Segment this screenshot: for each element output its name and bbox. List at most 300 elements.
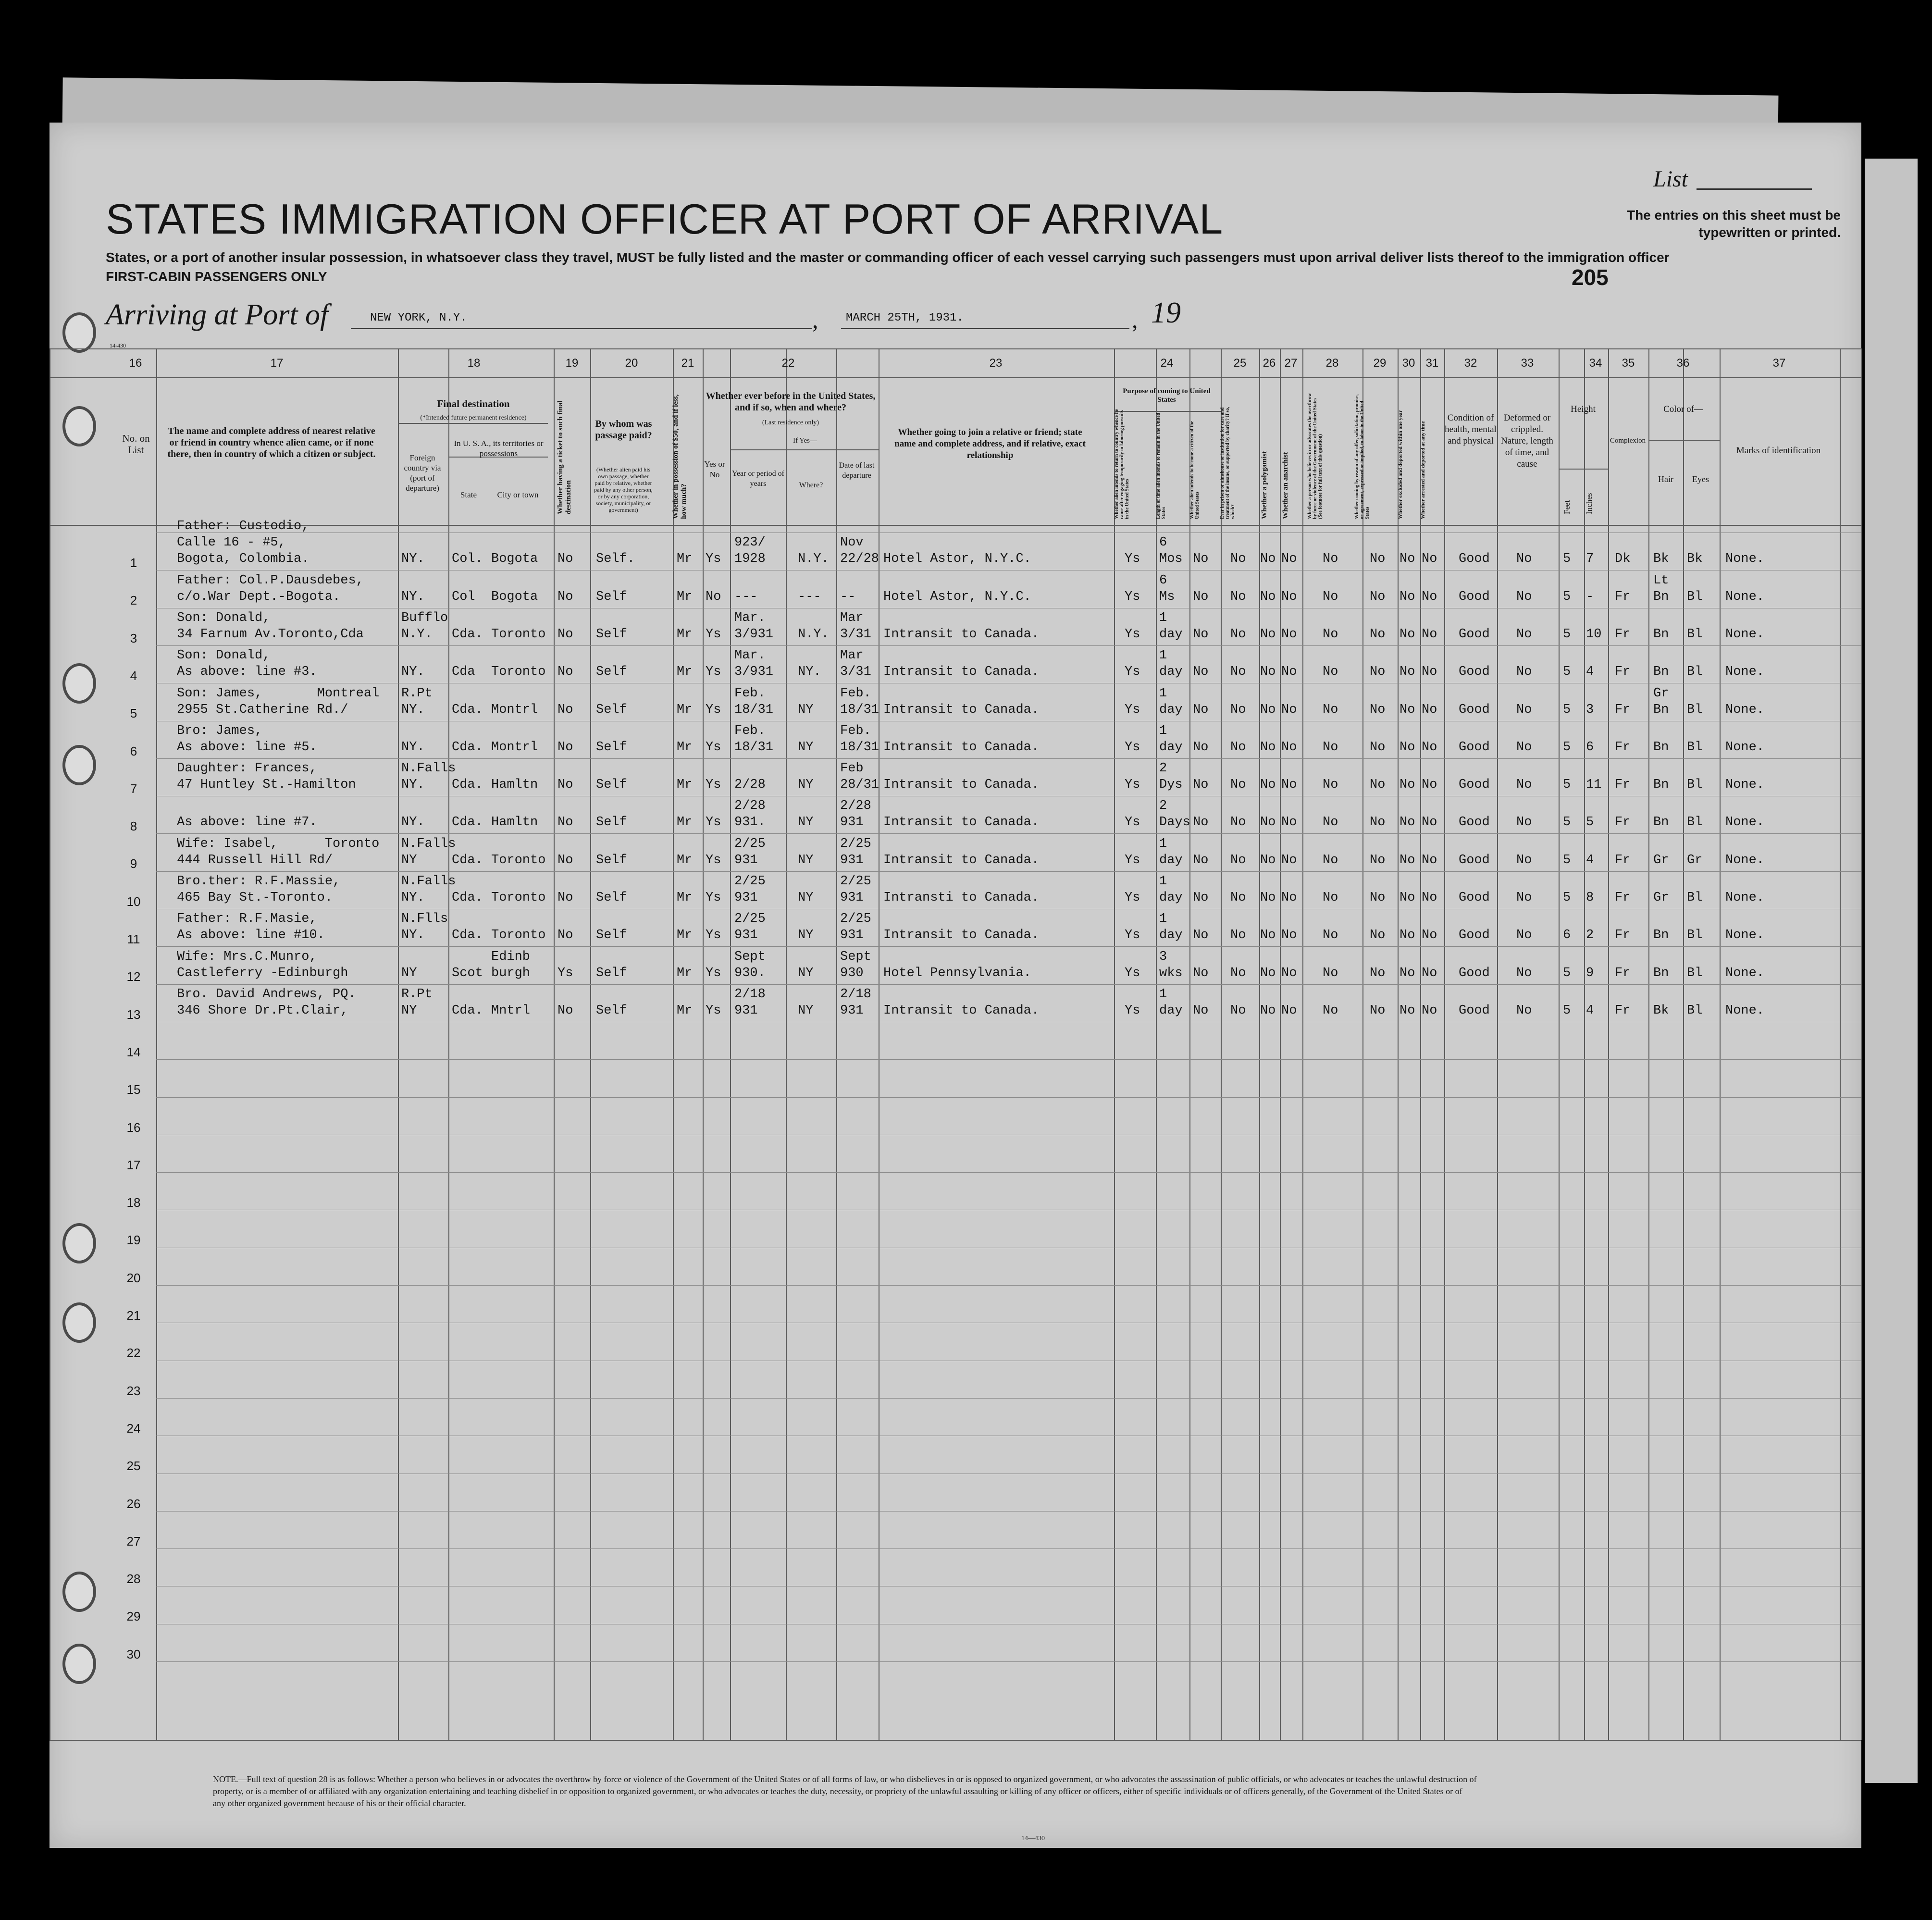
state: Cda. <box>452 740 483 755</box>
complexion: Dk <box>1615 552 1631 567</box>
row-number: 26 <box>126 1496 141 1511</box>
q30: No <box>1399 740 1415 755</box>
q28: No <box>1323 702 1338 717</box>
join-relative: Intransit to Canada. <box>883 740 1040 755</box>
citizen-intent: No <box>1193 552 1209 567</box>
q29: No <box>1370 815 1386 830</box>
passage-paid: Self <box>596 815 627 830</box>
deformed: No <box>1516 702 1532 717</box>
where: NY <box>798 740 814 755</box>
year-period: --- <box>734 589 758 604</box>
col22-header: Whether ever before in the United States, and if so, when and where? <box>706 391 876 413</box>
length-of-stay: 3 <box>1159 949 1167 964</box>
column-number: 16 <box>129 357 142 370</box>
q31: No <box>1422 815 1437 830</box>
row-number: 3 <box>130 631 137 645</box>
subrule <box>1559 469 1608 470</box>
passage-paid: Self. <box>596 552 635 567</box>
hair-color: Bn <box>1653 928 1669 943</box>
foreign-port: R.Pt <box>401 987 433 1002</box>
passage-paid: Self <box>596 966 627 980</box>
column-rule <box>590 348 591 1740</box>
money: Mr <box>677 853 693 867</box>
marks: None. <box>1725 853 1765 867</box>
length-of-stay: day <box>1159 1003 1183 1018</box>
column-rule <box>730 348 731 1740</box>
last-departure: 2/25 <box>840 836 871 851</box>
column-rule <box>1420 348 1421 1740</box>
polygamist: No <box>1260 891 1276 905</box>
height-feet: 5 <box>1563 589 1571 604</box>
join-relative: Intransti to Canada. <box>883 891 1040 905</box>
before-in-us: No <box>706 589 721 604</box>
money: Mr <box>677 552 693 567</box>
where: NY <box>798 702 814 717</box>
complexion: Fr <box>1615 853 1631 867</box>
prison: No <box>1230 665 1246 680</box>
column-rule <box>1302 348 1303 1740</box>
ticket: No <box>557 702 573 717</box>
col20-header: By whom was passage paid? <box>595 419 652 441</box>
foreign-port: NY. <box>401 665 425 680</box>
city: Mntrl <box>491 1003 531 1018</box>
col30-header: Whether excluded and deported within one year <box>1398 410 1403 519</box>
eye-color: Bl <box>1687 778 1703 793</box>
year-period: Feb. <box>734 686 766 701</box>
eye-color: Bl <box>1687 815 1703 830</box>
footnote: NOTE.—Full text of question 28 is as follows: Whether a person who believes in or advocates the overthrow by force or violence of the Government of the United States or of all forms of law, or who disbelieves in or is opposed to organized government, or who advocates the assassination of public officials, or who advocates or teaches the unlawful destruction of property, or is a member of or affiliated with any organization entertaining and teaching disbelief in or opposition to organized government, or who advocates or teaches the duty, necessity, or propriety of the unlawful assaulting or killing of any officer or officers, either of specific individuals or of officers generally, of the Government of the United States or of any other organized government because of his or their official character. <box>213 1774 1477 1808</box>
row-number: 29 <box>126 1609 141 1624</box>
length-of-stay: day <box>1159 853 1183 867</box>
col35-header: Complexion <box>1610 437 1646 445</box>
where: NY <box>798 853 814 867</box>
col22-yesno-header: Yes or No <box>704 459 725 479</box>
citizen-intent: No <box>1193 627 1209 642</box>
last-departure: -- <box>840 589 856 604</box>
passage-paid: Self <box>596 589 627 604</box>
eye-color: Bk <box>1687 552 1703 567</box>
foreign-port: NY. <box>401 589 425 604</box>
column-rule <box>1221 348 1222 1740</box>
col37-header: Marks of identification <box>1736 446 1821 456</box>
col26-header: Whether a polygamist <box>1261 451 1268 519</box>
height-feet: 5 <box>1563 966 1571 980</box>
polygamist: No <box>1260 665 1276 680</box>
q31: No <box>1422 589 1437 604</box>
last-departure: Mar <box>840 648 864 663</box>
foreign-port: NY. <box>401 740 425 755</box>
q31: No <box>1422 891 1437 905</box>
city: Toronto <box>491 665 546 680</box>
relative-address: Wife: Mrs.C.Munro, <box>177 949 317 964</box>
foreign-port: Bufflo <box>401 610 448 625</box>
last-departure: 931 <box>840 853 864 867</box>
return-intent: Ys <box>1125 815 1140 830</box>
column-rule <box>1559 348 1560 1740</box>
q30: No <box>1399 778 1415 793</box>
polygamist: No <box>1260 853 1276 867</box>
q30: No <box>1399 966 1415 980</box>
ticket: No <box>557 552 573 567</box>
before-in-us: Ys <box>706 740 721 755</box>
row-number: 24 <box>126 1421 141 1436</box>
last-departure: 931 <box>840 891 864 905</box>
year-period: 1928 <box>734 552 766 567</box>
hair-color: Bn <box>1653 702 1669 717</box>
relative-address: Wife: Isabel, Toronto <box>177 836 380 851</box>
join-relative: Intransit to Canada. <box>883 853 1040 867</box>
port-value: NEW YORK, N.Y. <box>370 311 467 324</box>
where: NY <box>798 891 814 905</box>
last-departure: 18/31 <box>840 740 879 755</box>
relative-address: c/o.War Dept.-Bogota. <box>177 589 341 604</box>
complexion: Fr <box>1615 891 1631 905</box>
deformed: No <box>1516 966 1532 980</box>
height-inches: 2 <box>1586 928 1594 943</box>
relative-address: Son: Donald, <box>177 648 271 663</box>
q30: No <box>1399 627 1415 642</box>
q31: No <box>1422 552 1437 567</box>
height-feet: 5 <box>1563 1003 1571 1018</box>
state: Cda. <box>452 1003 483 1018</box>
marks: None. <box>1725 891 1765 905</box>
where: NY <box>798 815 814 830</box>
ticket: No <box>557 853 573 867</box>
height-feet: 5 <box>1563 778 1571 793</box>
polygamist: No <box>1260 1003 1276 1018</box>
col24b-header: Length of time alien intends to remain in the United States <box>1156 412 1166 519</box>
row-number: 30 <box>126 1647 141 1661</box>
height-feet: 5 <box>1563 665 1571 680</box>
q30: No <box>1399 928 1415 943</box>
ticket: No <box>557 665 573 680</box>
money: Mr <box>677 928 693 943</box>
height-inches: 8 <box>1586 891 1594 905</box>
column-rule <box>156 348 157 1740</box>
length-of-stay: day <box>1159 891 1183 905</box>
citizen-intent: No <box>1193 740 1209 755</box>
year-period: 2/25 <box>734 836 766 851</box>
state: Cda. <box>452 815 483 830</box>
city: burgh <box>491 966 531 980</box>
return-intent: Ys <box>1125 552 1140 567</box>
join-relative: Intransit to Canada. <box>883 665 1040 680</box>
money: Mr <box>677 665 693 680</box>
relative-address: Bogota, Colombia. <box>177 552 310 567</box>
passage-paid: Self <box>596 928 627 943</box>
money: Mr <box>677 778 693 793</box>
complexion: Fr <box>1615 740 1631 755</box>
length-of-stay: Dys <box>1159 778 1183 793</box>
last-departure: 3/31 <box>840 665 871 680</box>
column-number: 36 <box>1676 357 1690 370</box>
state: Cda. <box>452 702 483 717</box>
anarchist: No <box>1281 928 1297 943</box>
q29: No <box>1370 702 1386 717</box>
hair-color: Bn <box>1653 627 1669 642</box>
relative-address: 346 Shore Dr.Pt.Clair, <box>177 1003 348 1018</box>
anarchist: No <box>1281 778 1297 793</box>
year-period: 931. <box>734 815 766 830</box>
citizen-intent: No <box>1193 891 1209 905</box>
polygamist: No <box>1260 702 1276 717</box>
eye-color: Bl <box>1687 627 1703 642</box>
col22-year-header: Year or period of years <box>731 470 784 488</box>
complexion: Fr <box>1615 589 1631 604</box>
q28: No <box>1323 891 1338 905</box>
length-of-stay: wks <box>1159 966 1183 980</box>
before-in-us: Ys <box>706 627 721 642</box>
ticket: No <box>557 815 573 830</box>
column-rule <box>786 348 787 1740</box>
subrule <box>1648 440 1720 441</box>
column-number: 27 <box>1284 357 1298 370</box>
row-number: 9 <box>130 856 137 871</box>
ticket: No <box>557 740 573 755</box>
foreign-port: NY. <box>401 702 425 717</box>
length-of-stay: 1 <box>1159 912 1167 927</box>
col22-ifyes-header: If Yes— <box>793 437 817 445</box>
year-period: Mar. <box>734 610 766 625</box>
eye-color: Bl <box>1687 1003 1703 1018</box>
form-title: STATES IMMIGRATION OFFICER AT PORT OF ARRIVAL <box>106 195 1224 243</box>
col19-header: Whether having a ticket to such final destination <box>557 400 572 514</box>
row-rule <box>156 758 1861 759</box>
return-intent: Ys <box>1125 665 1140 680</box>
city: Montrl <box>491 702 538 717</box>
before-in-us: Ys <box>706 853 721 867</box>
complexion: Fr <box>1615 702 1631 717</box>
row-rule <box>156 1097 1861 1098</box>
anarchist: No <box>1281 702 1297 717</box>
row-number: 2 <box>130 593 137 608</box>
passage-paid: Self <box>596 853 627 867</box>
column-number: 30 <box>1402 357 1415 370</box>
last-departure: 28/31 <box>840 778 879 793</box>
state: Cda. <box>452 928 483 943</box>
where: NY. <box>798 665 821 680</box>
ticket: No <box>557 1003 573 1018</box>
row-number: 16 <box>126 1120 141 1135</box>
col29-header: Whether coming by reason of any offer, solicitation, promise, or agreement, expressed or implied, to labor in the United States <box>1354 394 1370 519</box>
column-rule <box>1280 348 1281 1740</box>
row-number: 23 <box>126 1383 141 1398</box>
return-intent: Ys <box>1125 928 1140 943</box>
prison: No <box>1230 552 1246 567</box>
row-number: 12 <box>126 969 141 984</box>
city: Edinb <box>491 949 531 964</box>
before-in-us: Ys <box>706 1003 721 1018</box>
hair-color: Gr <box>1653 686 1669 701</box>
city: Bogota <box>491 589 538 604</box>
column-rule <box>1114 348 1115 1740</box>
join-relative: Hotel Astor, N.Y.C. <box>883 552 1031 567</box>
citizen-intent: No <box>1193 966 1209 980</box>
col22-subheader: (Last residence only) <box>762 419 819 426</box>
q30: No <box>1399 702 1415 717</box>
length-of-stay: Ms <box>1159 589 1175 604</box>
length-of-stay: 6 <box>1159 535 1167 550</box>
last-departure: 931 <box>840 928 864 943</box>
height-feet: 5 <box>1563 815 1571 830</box>
col32-header: Condition of health, mental and physical <box>1445 413 1497 446</box>
prison: No <box>1230 740 1246 755</box>
passage-paid: Self <box>596 740 627 755</box>
q29: No <box>1370 966 1386 980</box>
prison: No <box>1230 815 1246 830</box>
money: Mr <box>677 740 693 755</box>
length-of-stay: Mos <box>1159 552 1183 567</box>
deformed: No <box>1516 552 1532 567</box>
citizen-intent: No <box>1193 928 1209 943</box>
year-period: 2/18 <box>734 987 766 1002</box>
column-number: 20 <box>625 357 638 370</box>
foreign-port: NY <box>401 1003 417 1018</box>
q28: No <box>1323 815 1338 830</box>
row-rule <box>156 833 1861 834</box>
height-feet: 5 <box>1563 702 1571 717</box>
height-inches: 6 <box>1586 740 1594 755</box>
ticket: No <box>557 589 573 604</box>
q30: No <box>1399 891 1415 905</box>
last-departure: 18/31 <box>840 702 879 717</box>
q28: No <box>1323 853 1338 867</box>
col18-header: Final destination <box>437 398 510 409</box>
where: N.Y. <box>798 627 829 642</box>
q28: No <box>1323 778 1338 793</box>
q29: No <box>1370 778 1386 793</box>
prison: No <box>1230 589 1246 604</box>
city: Toronto <box>491 928 546 943</box>
column-number: 25 <box>1233 357 1247 370</box>
health: Good <box>1459 589 1490 604</box>
eye-color: Bl <box>1687 702 1703 717</box>
year-period: 931 <box>734 928 758 943</box>
city: Toronto <box>491 853 546 867</box>
polygamist: No <box>1260 966 1276 980</box>
last-departure: 22/28 <box>840 552 879 567</box>
money: Mr <box>677 966 693 980</box>
length-of-stay: 1 <box>1159 723 1167 738</box>
col36-hair-header: Hair <box>1658 474 1673 484</box>
prison: No <box>1230 928 1246 943</box>
city: Toronto <box>491 627 546 642</box>
passage-paid: Self <box>596 891 627 905</box>
length-of-stay: 1 <box>1159 686 1167 701</box>
deformed: No <box>1516 665 1532 680</box>
height-feet: 5 <box>1563 627 1571 642</box>
column-rule <box>1584 348 1585 1740</box>
eye-color: Bl <box>1687 928 1703 943</box>
col18-state-header: State <box>460 490 477 499</box>
q31: No <box>1422 740 1437 755</box>
eye-color: Bl <box>1687 740 1703 755</box>
q28: No <box>1323 1003 1338 1018</box>
anarchist: No <box>1281 966 1297 980</box>
return-intent: Ys <box>1125 589 1140 604</box>
height-inches: 7 <box>1586 552 1594 567</box>
anarchist: No <box>1281 552 1297 567</box>
form-code-bottom: 14—430 <box>1021 1835 1045 1842</box>
height-feet: 5 <box>1563 740 1571 755</box>
header-number-rule <box>50 377 1861 378</box>
where: --- <box>798 589 821 604</box>
height-inches: 11 <box>1586 778 1602 793</box>
last-departure: Mar <box>840 610 864 625</box>
prison: No <box>1230 627 1246 642</box>
citizen-intent: No <box>1193 702 1209 717</box>
column-number: 17 <box>270 357 284 370</box>
q31: No <box>1422 1003 1437 1018</box>
q29: No <box>1370 627 1386 642</box>
deformed: No <box>1516 589 1532 604</box>
complexion: Fr <box>1615 665 1631 680</box>
column-number: 34 <box>1589 357 1602 370</box>
row-rule <box>156 1172 1861 1173</box>
q30: No <box>1399 552 1415 567</box>
state: Scot <box>452 966 483 980</box>
year-period: 2/25 <box>734 912 766 927</box>
year-period: Sept <box>734 949 766 964</box>
marks: None. <box>1725 665 1765 680</box>
height-inches: 4 <box>1586 665 1594 680</box>
join-relative: Intransit to Canada. <box>883 928 1040 943</box>
complexion: Fr <box>1615 627 1631 642</box>
q28: No <box>1323 966 1338 980</box>
deformed: No <box>1516 891 1532 905</box>
health: Good <box>1459 966 1490 980</box>
q29: No <box>1370 853 1386 867</box>
marks: None. <box>1725 928 1765 943</box>
relative-address: As above: line #3. <box>177 665 317 680</box>
foreign-port: NY. <box>401 552 425 567</box>
hair-color: Bn <box>1653 815 1669 830</box>
comma: , <box>1132 306 1138 333</box>
column-rule <box>398 348 399 1740</box>
q29: No <box>1370 552 1386 567</box>
year-period: 931 <box>734 1003 758 1018</box>
passage-paid: Self <box>596 778 627 793</box>
foreign-port: N.Falls <box>401 874 456 889</box>
year-period: Mar. <box>734 648 766 663</box>
col20-subheader: (Whether alien paid his own passage, whether paid by relative, whether paid by any other person, or by any corporation, society, municipality, or government) <box>594 466 653 513</box>
q28: No <box>1323 552 1338 567</box>
relative-address: Calle 16 - #5, <box>177 535 286 550</box>
where: NY <box>798 778 814 793</box>
column-rule <box>673 348 674 1740</box>
relative-address: 2955 St.Catherine Rd./ <box>177 702 348 717</box>
foreign-port: NY <box>401 853 417 867</box>
last-departure: Sept <box>840 949 871 964</box>
column-number: 33 <box>1521 357 1534 370</box>
year-period: Feb. <box>734 723 766 738</box>
city: Toronto <box>491 891 546 905</box>
length-of-stay: 1 <box>1159 648 1167 663</box>
relative-address: Bro: James, <box>177 723 263 738</box>
col25-header: Ever in prison or almshouse or institution for care and treatment of the insane, or supported by charity? If so, which? <box>1220 407 1236 519</box>
hair-color: Bn <box>1653 966 1669 980</box>
year-period: 931 <box>734 891 758 905</box>
polygamist: No <box>1260 627 1276 642</box>
col34-feet-header: Feet <box>1562 500 1572 514</box>
row-number: 4 <box>130 668 137 683</box>
column-rule <box>703 348 704 1740</box>
return-intent: Ys <box>1125 778 1140 793</box>
ticket: No <box>557 627 573 642</box>
column-number: 23 <box>989 357 1003 370</box>
col18-city-header: City or town <box>497 490 539 499</box>
deformed: No <box>1516 740 1532 755</box>
